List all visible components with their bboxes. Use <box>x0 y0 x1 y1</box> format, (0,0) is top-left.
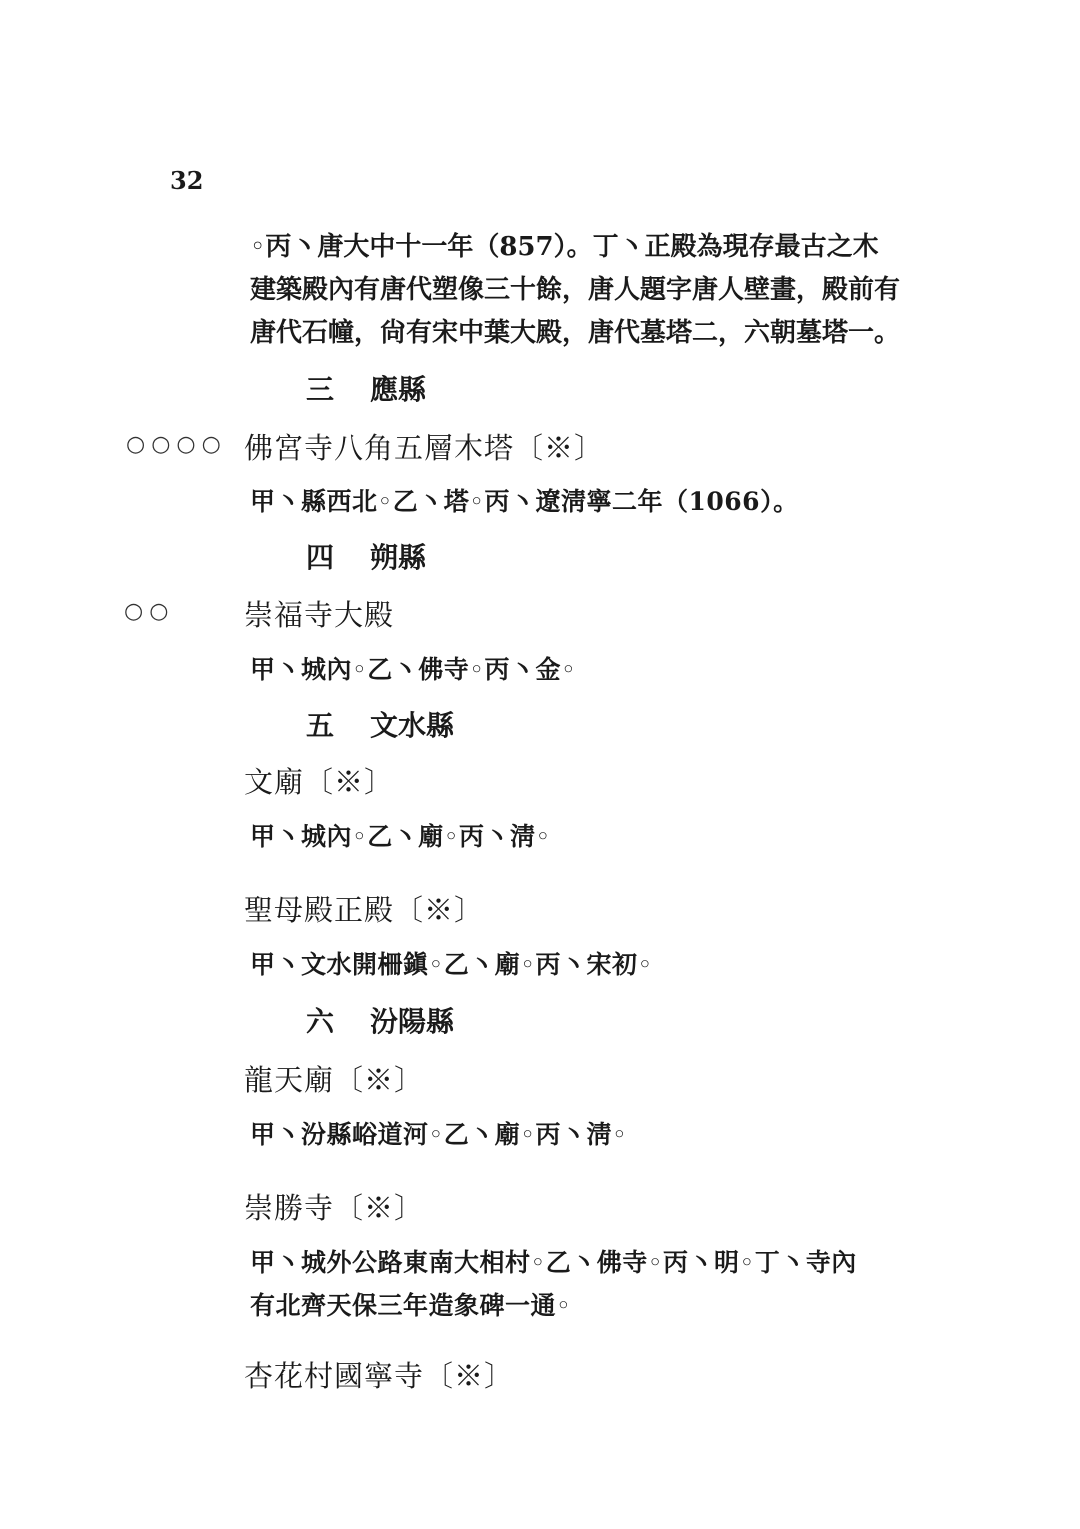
continuation-paragraph <box>250 226 950 355</box>
site-detail: 甲丶城內◦乙丶廟◦丙丶淸◦ <box>250 822 551 851</box>
section-title: 朔縣 <box>370 541 427 574</box>
section-title: 汾陽縣 <box>370 1005 455 1038</box>
section-title: 文水縣 <box>370 709 455 742</box>
continuation-line: 建築殿內有唐代塑像三十餘，唐人題字唐人壁畫，殿前有 <box>250 275 901 305</box>
rating-marks: ○○ <box>124 599 175 624</box>
section-number: 六 <box>306 1005 335 1038</box>
section-heading <box>306 1000 454 1040</box>
site-title: 杏花村國寧寺〔※〕 <box>244 1359 515 1393</box>
site-detail: 甲丶汾縣峪道河◦乙丶廟◦丙丶淸◦ <box>250 1120 628 1149</box>
site-title: 龍天廟〔※〕 <box>244 1063 425 1097</box>
rating-marks: ○○○○ <box>126 432 227 457</box>
site-title: 崇勝寺〔※〕 <box>244 1191 425 1225</box>
continuation-line: ◦丙丶唐大中十一年（857）。丁丶正殿為現存最古之木 <box>250 232 879 262</box>
site-title: 文廟〔※〕 <box>244 765 395 799</box>
site-detail: 甲丶縣西北◦乙丶塔◦丙丶遼淸寧二年（1066）。 <box>250 487 799 516</box>
site-detail: 甲丶城內◦乙丶佛寺◦丙丶金◦ <box>250 655 577 684</box>
section-number: 五 <box>306 709 335 742</box>
section-heading <box>306 536 426 576</box>
site-title: 崇福寺大殿 <box>244 598 395 632</box>
section-number: 四 <box>306 541 335 574</box>
section-heading <box>306 368 426 408</box>
site-detail: 甲丶城外公路東南大相村◦乙丶佛寺◦丙丶明◦丁丶寺內 <box>250 1248 857 1277</box>
section-title: 應縣 <box>370 373 427 406</box>
site-detail: 有北齊天保三年造象碑一通◦ <box>250 1291 572 1320</box>
section-heading <box>306 704 454 744</box>
continuation-line: 唐代石幢，尙有宋中葉大殿，唐代墓塔二，六朝墓塔一。 <box>250 318 901 348</box>
site-detail: 甲丶文水開柵鎭◦乙丶廟◦丙丶宋初◦ <box>250 950 653 979</box>
section-number: 三 <box>306 373 335 406</box>
page-number: 32 <box>170 166 204 195</box>
site-title: 佛宮寺八角五層木塔〔※〕 <box>244 431 605 465</box>
site-title: 聖母殿正殿〔※〕 <box>244 893 485 927</box>
